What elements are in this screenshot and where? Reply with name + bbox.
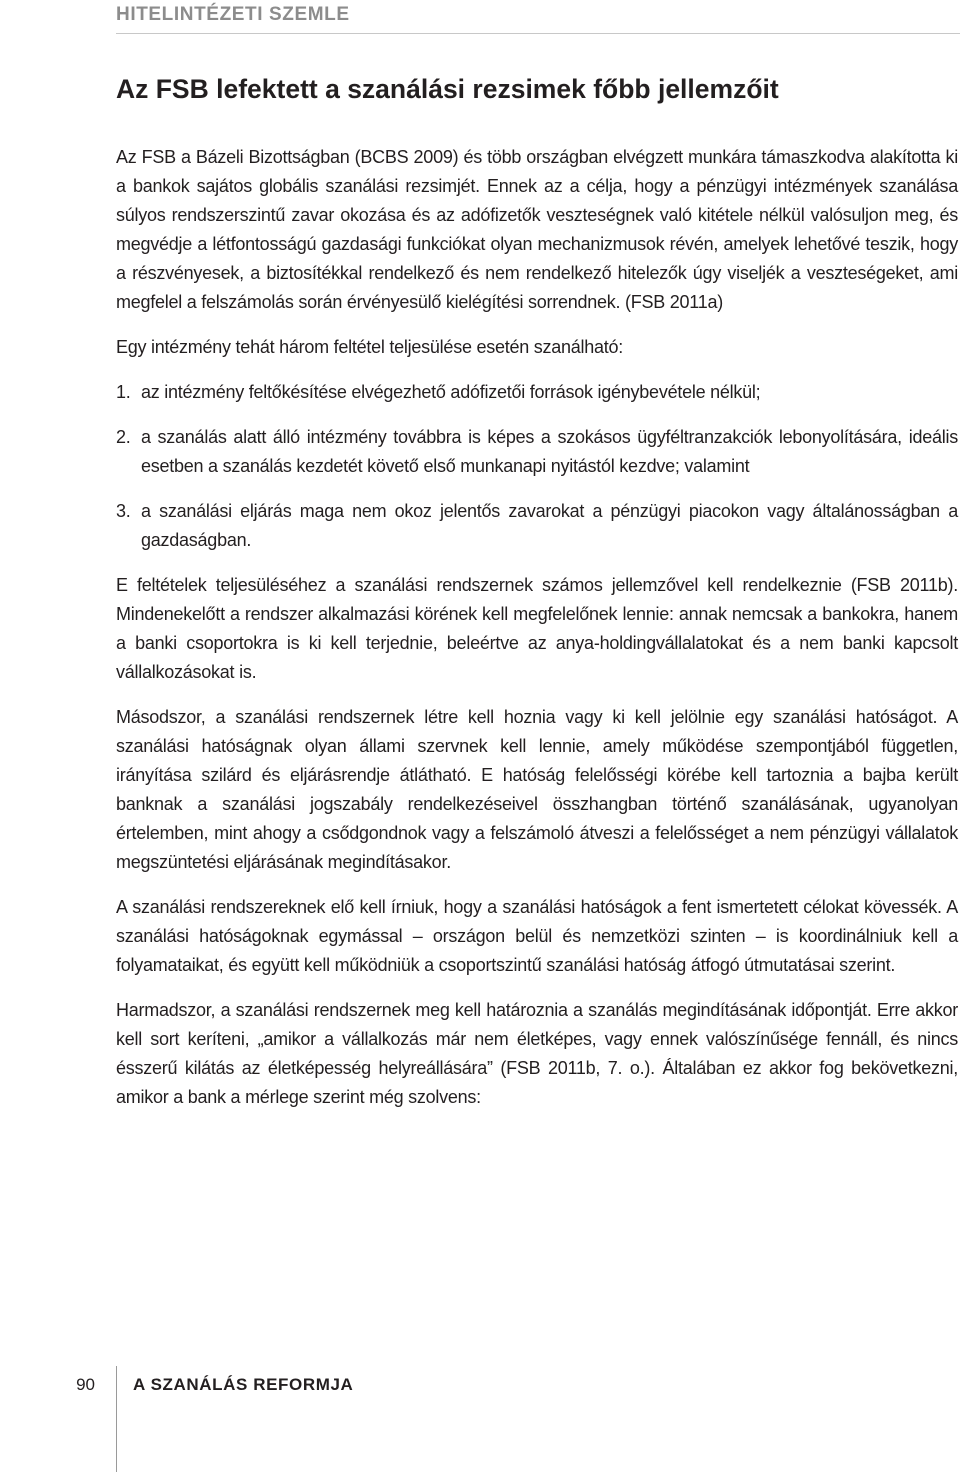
header-divider [116,33,960,34]
condition-item-1 [116,378,958,407]
condition-text: a szanálási eljárás maga nem okoz jelentős zavarokat a pénzügyi piacokon vagy általánosságban a gazdaságban. [141,501,958,550]
condition-number: 1. [116,382,131,402]
paragraph-timing: Harmadszor, a szanálási rendszernek meg kell határoznia a szanálás megindításának időpontját. Erre akkor kell sort keríteni, „amikor a vállalkozás már nem életképes, vagy ennek valószínűsége fennáll, és nincs ésszerű kilátás az életképesség helyreállására” (FSB 2011b, 7. o.). Általában ez akkor fog bekövetkezni, amikor a bank a mérlege szerint még szolvens: [116,1000,958,1107]
running-head-title: HITELINTÉZETI SZEMLE [116,4,350,25]
section-title: Az FSB lefektett a szanálási rezsimek főbb jellemzőit [116,74,779,104]
condition-text: a szanálás alatt álló intézmény továbbra is képes a szokásos ügyféltranzakciók lebonyolítására, ideális esetben a szanálás kezdetét követő első munkanapi nyitástól kezdve; valamint [141,427,958,476]
paragraph-scope: E feltételek teljesüléséhez a szanálási rendszernek számos jellemzővel kell rendelkeznie (FSB 2011b). Mindenekelőtt a rendszer alkalmazási körének kell megfelelőnek lennie: annak nemcsak a bankokra, hanem a banki csoportokra is ki kell terjednie, beleértve az anya-holdingvállalatokat és a nem banki kapcsolt vállalkozásokat is. [116,575,958,682]
intro-paragraph: Az FSB a Bázeli Bizottságban (BCBS 2009) és több országban elvégzett munkára támaszkodva alakította ki a bankok sajátos globális szanálási rezsimjét. Ennek az a célja, hogy a pénzügyi intézmények szanálása súlyos rendszerszintű zavar okozása és az adófizetők veszteségnek való kitétele nélkül valósuljon meg, és megvédje a létfontosságú gazdasági funkciókat olyan mechanizmusok révén, amelyek lehetővé teszik, hogy a részvényesek, a biztosítékkal rendelkező és nem rendelkező hitelezők úgy viseljék a veszteségeket, ami megfelel a felszámolás során érvényesülő kielégítési sorrendnek. (FSB 2011a) [116,147,958,312]
article-body [116,143,958,1128]
paragraph-objectives: A szanálási rendszereknek elő kell írniuk, hogy a szanálási hatóságok a fent ismertetett célokat kövessék. A szanálási hatóságoknak egymással – országon belül és nemzetközi szinten – is koordinálniuk kell a folyamataikat, és együtt kell működniük a csoportszintű szanálási hatóság átfogó útmutatásai szerint. [116,897,958,975]
condition-item-3 [116,497,958,555]
condition-item-2 [116,423,958,481]
page-footer [0,1366,400,1472]
paragraph-authority: Másodszor, a szanálási rendszernek létre kell hoznia vagy ki kell jelölnie egy szanálási hatóságot. A szanálási hatóságnak olyan állami szervnek kell lennie, amely működése szempontjából független, irányítása szilárd és eljárásrendje átlátható. E hatóság felelősségi körébe kell tartoznia a bajba került banknak a szanálási jogszabály rendelkezéseivel összhangban történő szanálásának, ugyanolyan értelemben, mint ahogy a csődgondnok vagy a felszámoló átveszi a felelősséget a nem pénzügyi vállalatok megszüntetési eljárásának megindításakor. [116,707,958,872]
footer-divider [116,1366,117,1472]
condition-number: 3. [116,501,131,521]
condition-text: az intézmény feltőkésítése elvégezhető adófizetői források igénybevétele nélkül; [141,382,761,402]
condition-number: 2. [116,427,131,447]
page-number: 90 [76,1375,95,1394]
footer-section-title: A SZANÁLÁS REFORMJA [133,1375,354,1394]
conditions-lead: Egy intézmény tehát három feltétel teljesülése esetén szanálható: [116,337,624,357]
